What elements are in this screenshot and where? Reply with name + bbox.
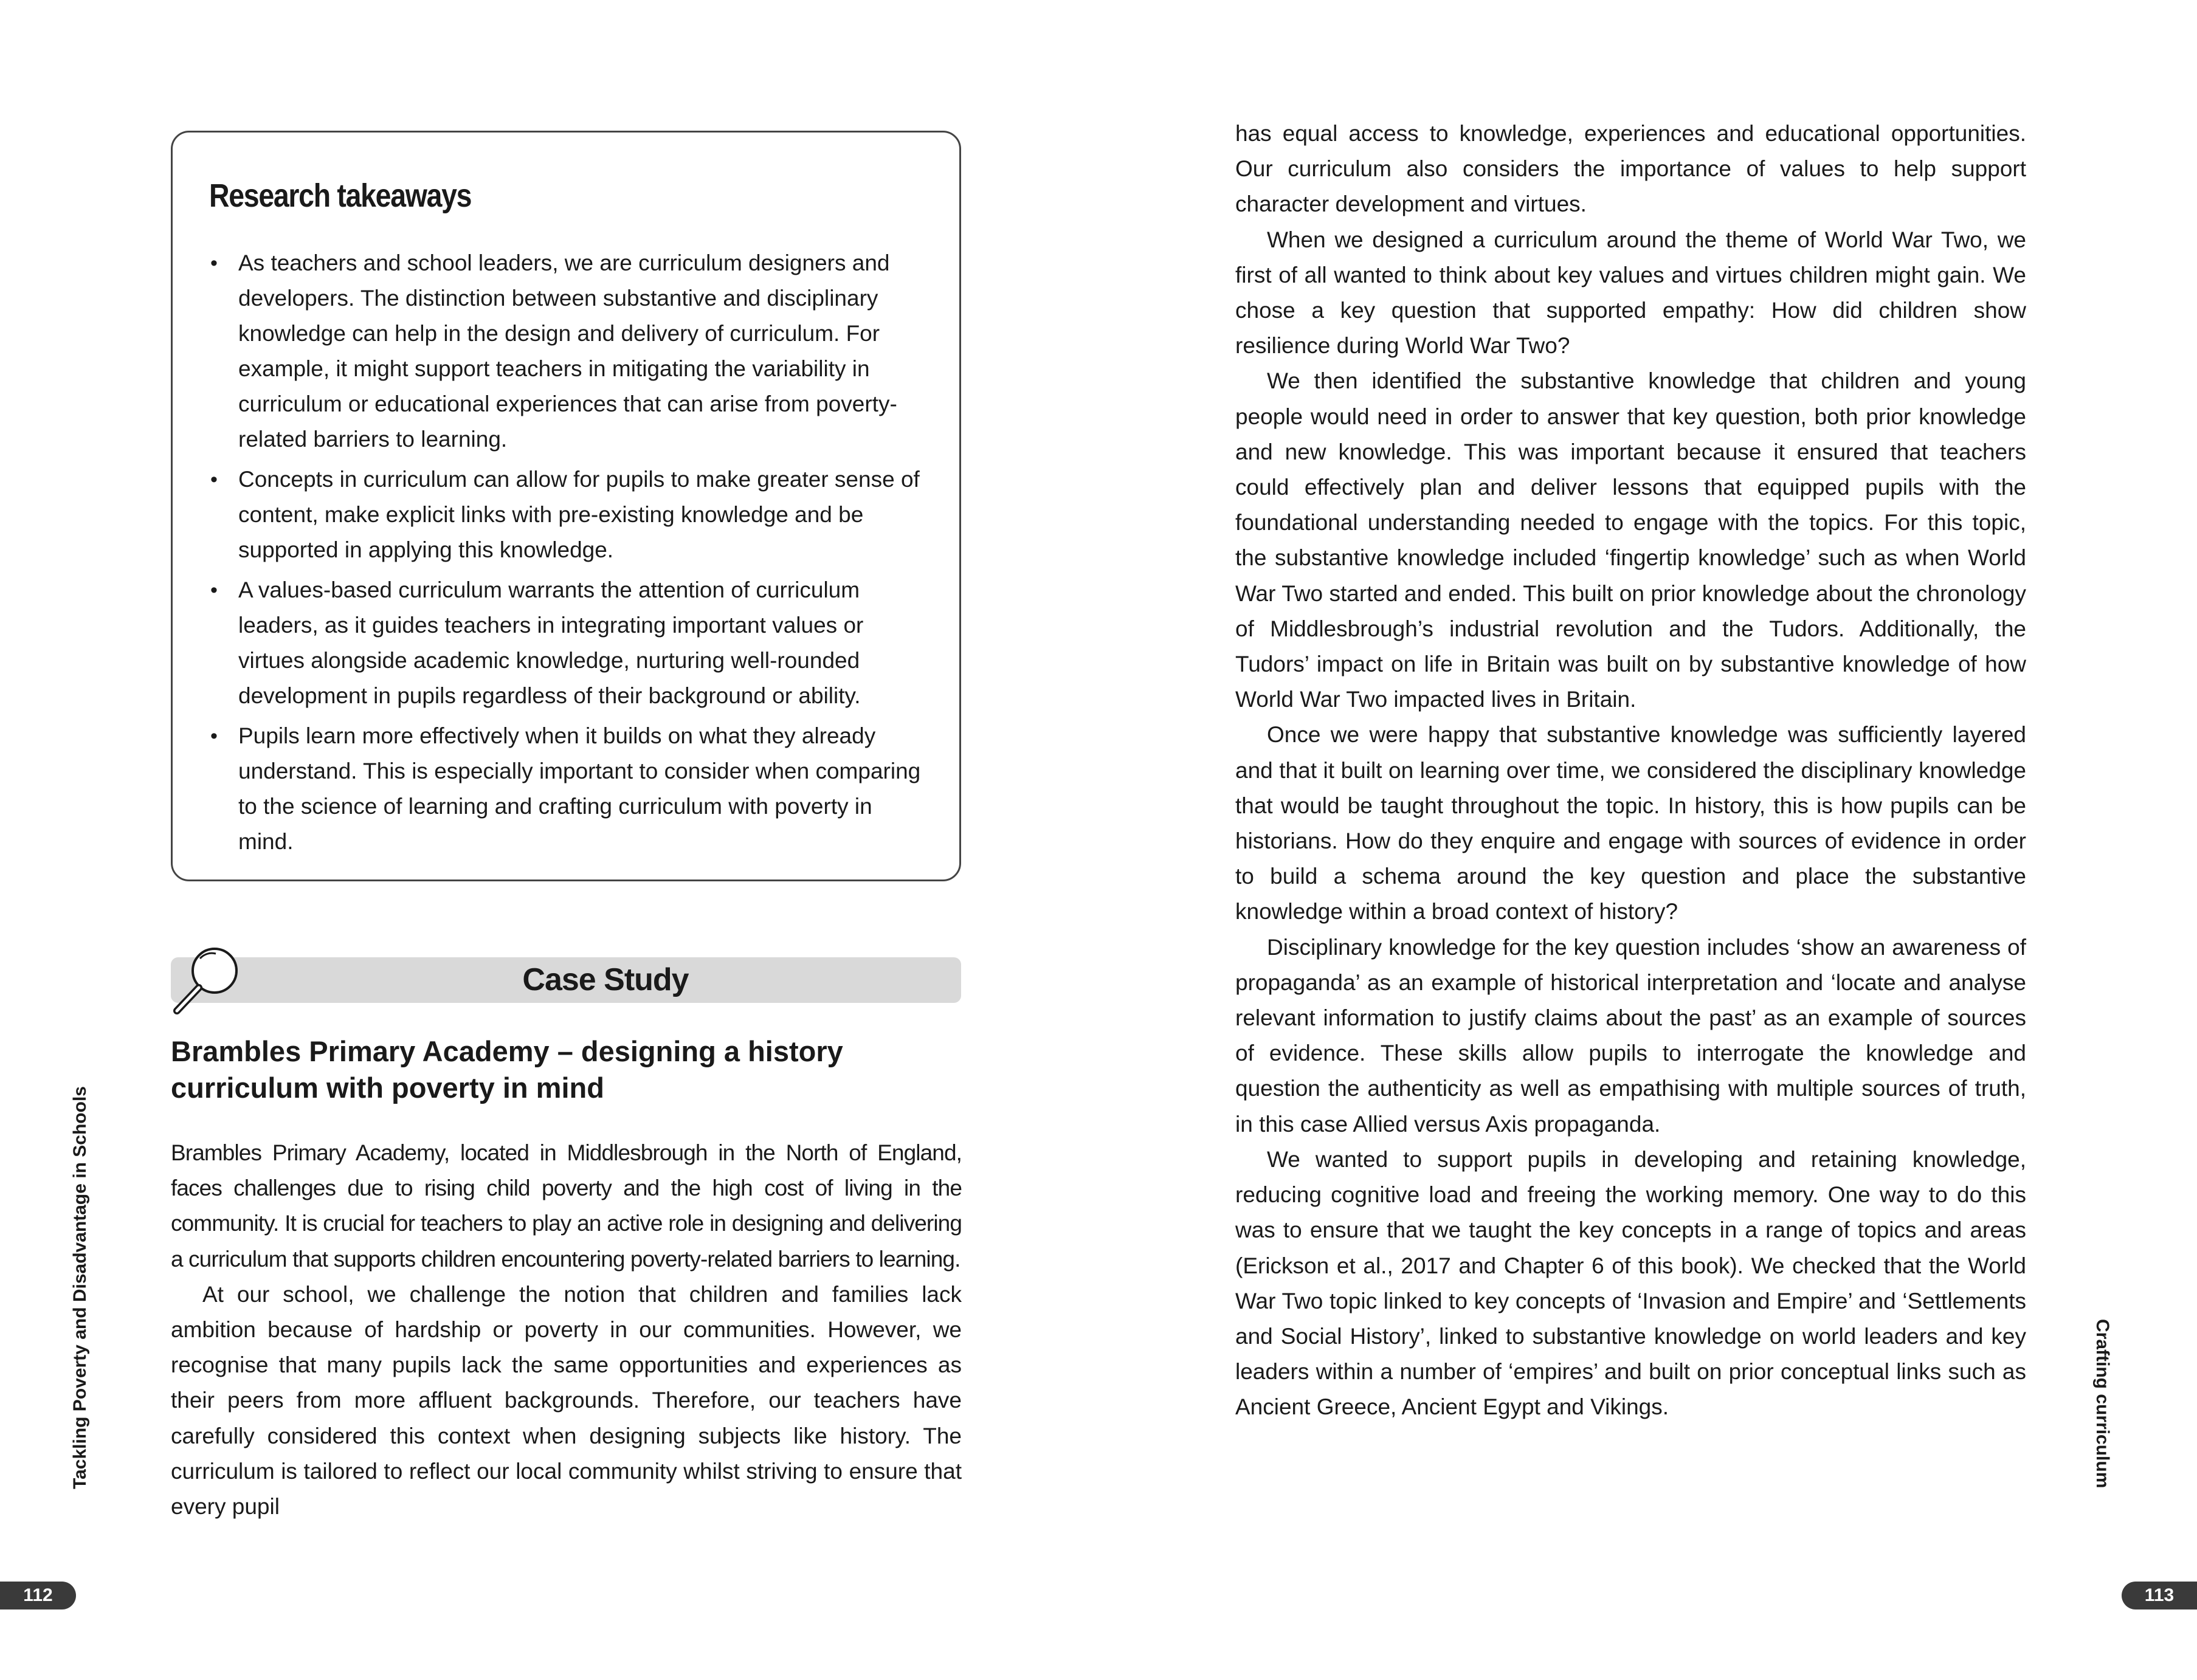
body-paragraph: Disciplinary knowledge for the key question includes ‘show an awareness of propaganda’ as an example of historical interpretation and ‘locate and analyse relevant information to justify claims about the past’ as an example of sources of evidence. These skills allow pupils to interrogate the knowledge and question the authenticity as well as empathising with multiple sources of truth, in this case Allied versus Axis propaganda. [1235,934,2026,1137]
body-paragraph: Brambles Primary Academy, located in Middlesbrough in the North of England, faces challenges due to rising child poverty and the high cost of living in the community. It is crucial for teachers to play an active role in designing and delivering a curriculum that supports children encountering poverty-related barriers to learning. [171,1140,962,1272]
takeaway-text: Concepts in curriculum can allow for pupils to make greater sense of content, make explicit links with pre-existing knowledge and be supported in applying this knowledge. [238,467,920,562]
takeaway-text: Pupils learn more effectively when it builds on what they already understand. This is especially important to consider when comparing to the science of learning and crafting curriculum with poverty in mind. [238,723,921,854]
running-head-book-title: Tackling Poverty and Disadvantage in Schools [70,1086,90,1489]
takeaway-item [209,246,923,457]
body-paragraph: At our school, we challenge the notion that children and families lack ambition because of hardship or poverty in our communities. However, we recognise that many pupils lack the same opportunities and experiences as their peers from more affluent backgrounds. Therefore, our teachers have carefully considered this context when designing subjects like history. The curriculum is tailored to reflect our local community whilst striving to ensure that every pupil [171,1281,962,1520]
left-page-body [171,1135,962,1524]
takeaway-text: As teachers and school leaders, we are curriculum designers and developers. The distinction between substantive and disciplinary knowledge can help in the design and delivery of curriculum. For example, it might support teachers in mitigating the variability in curriculum or educational experiences that can arise from poverty-related barriers to learning. [238,250,897,452]
takeaway-item [209,462,923,568]
takeaway-text: A values-based curriculum warrants the attention of curriculum leaders, as it guides teachers in integrating important values or virtues alongside academic knowledge, nurturing well-rounded development in pupils regardless of their background or ability. [238,577,864,708]
bullet-icon: • [210,468,218,491]
bullet-icon: • [210,579,218,602]
research-takeaways-list [209,246,923,859]
page-number-left: 112 [0,1582,76,1609]
research-takeaways-title: Research takeaways [209,177,472,214]
case-study-label: Case Study [522,962,689,997]
page-number-right: 113 [2122,1582,2197,1609]
takeaway-item [209,718,923,859]
right-page-body [1235,116,2026,1425]
case-study-heading: Brambles Primary Academy – designing a history curriculum with poverty in mind [171,1035,843,1104]
body-paragraph: We wanted to support pupils in developing and retaining knowledge, reducing cognitive load and freeing the working memory. One way to do this was to ensure that we taught the key concepts in a range of topics and areas (Erickson et al., 2017 and Chapter 6 of this book). We checked that the World War Two topic linked to key concepts of ‘Invasion and Empire’ and ‘Settlements and Social History’, linked to substantive knowledge on world leaders and key leaders within a number of ‘empires’ and built on prior conceptual links such as Ancient Greece, Ancient Egypt and Vikings. [1235,1146,2026,1420]
magnifying-glass-icon [173,945,240,1015]
takeaway-item [209,573,923,714]
case-study-banner [171,957,961,1003]
body-paragraph: Once we were happy that substantive knowledge was sufficiently layered and that it built on learning over time, we considered the disciplinary knowledge that would be taught throughout the topic. In history, this is how pupils can be historians. How do they enquire and engage with sources of evidence in order to build a schema around the key question and place the substantive knowledge within a broad context of history? [1235,722,2026,924]
research-takeaways-box [171,131,961,881]
body-paragraph: has equal access to knowledge, experiences and educational opportunities. Our curriculum also considers the importance of values to help support character development and virtues. [1235,121,2026,217]
body-paragraph: We then identified the substantive knowledge that children and young people would need in order to answer that key question, both prior knowledge and new knowledge. This was important because it ensured that teachers could effectively plan and deliver lessons that equipped pupils with the foundational understanding needed to engage with the topics. For this topic, the substantive knowledge included ‘fingertip knowledge’ such as when World War Two started and ended. This built on prior knowledge about the chronology of Middlesbrough’s industrial revolution and the Tudors. Additionally, the Tudors’ impact on life in Britain was built on by substantive knowledge of how World War Two impacted lives in Britain. [1235,368,2026,712]
running-head-chapter-title: Crafting curriculum [2092,1319,2112,1489]
bullet-icon: • [210,252,218,275]
body-paragraph: When we designed a curriculum around the theme of World War Two, we first of all wanted to think about key values and virtues children might gain. We chose a key question that supported empathy: How did children show resilience during World War Two? [1235,227,2026,359]
bullet-icon: • [210,725,218,748]
